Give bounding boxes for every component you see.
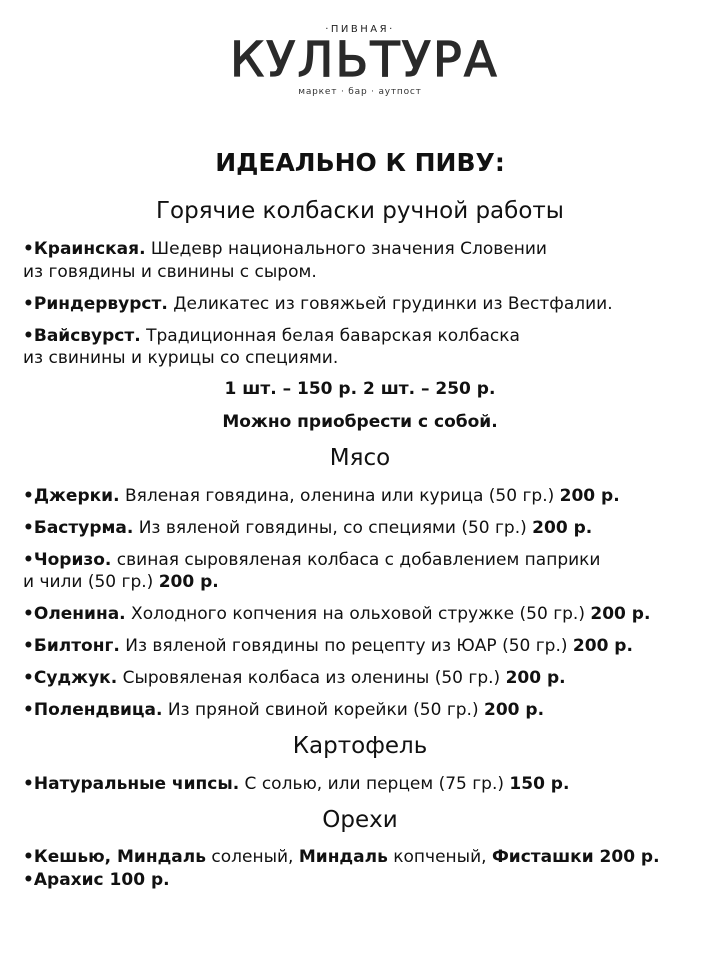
item-desc: Холодного копчения на ольховой стружке (50 гр.) — [125, 604, 591, 624]
menu-item — [23, 869, 170, 891]
bullet: • — [23, 486, 34, 506]
item-price: 200 р. — [484, 700, 545, 720]
bullet: • — [23, 550, 34, 570]
item-continuation-text: и чили (50 гр.) — [23, 572, 159, 592]
item-name: Оленина. — [33, 604, 126, 624]
item-name: Чоризо. — [33, 550, 112, 570]
bullet: • — [23, 668, 34, 688]
bullet: • — [23, 604, 34, 624]
item-desc: Из вяленой говядины по рецепту из ЮАР (50 гр.) — [119, 636, 573, 656]
item-desc: Из вяленой говядины, со специями (50 гр.) — [133, 518, 533, 538]
menu-item — [23, 238, 547, 260]
item-desc: Деликатес из говяжьей грудинки из Вестфалии. — [167, 294, 613, 314]
item-name: Джерки. — [33, 486, 120, 506]
item-price: Фисташки 200 р. — [491, 847, 660, 867]
item-price: 200 р. — [532, 518, 593, 538]
item-desc: С солью, или перцем (75 гр.) — [239, 774, 510, 794]
menu-item — [23, 603, 650, 625]
menu-item — [23, 846, 660, 868]
section-title-sausages: Горячие колбаски ручной работы — [156, 198, 564, 224]
item-desc: Сыровяленая колбаса из оленины (50 гр.) — [117, 668, 506, 688]
item-desc: Из пряной свиной корейки (50 гр.) — [162, 700, 485, 720]
bullet: • — [23, 239, 34, 259]
item-desc: Традиционная белая баварская колбаска — [140, 326, 520, 346]
bullet: • — [23, 870, 34, 890]
menu-item — [23, 325, 520, 347]
logo-main-text: КУЛЬТУРА — [230, 32, 499, 88]
item-name: Полендвица. — [33, 700, 163, 720]
item-name: Натуральные чипсы. — [33, 774, 240, 794]
menu-item — [23, 773, 569, 795]
bullet: • — [23, 847, 34, 867]
item-desc: Вяленая говядина, оленина или курица (50 гр.) — [119, 486, 560, 506]
section-title-meat: Мясо — [329, 445, 391, 471]
item-name: Краинская. — [33, 239, 146, 259]
menu-item — [23, 293, 613, 315]
item-price: 200 р. — [590, 604, 651, 624]
item-desc: соленый, — [205, 847, 299, 867]
section-title-nuts: Орехи — [322, 807, 398, 833]
menu-item — [23, 635, 633, 657]
item-price: 200 р. — [559, 486, 620, 506]
item-name: Суджук. — [33, 668, 118, 688]
item-continuation: из свинины и курицы со специями. — [23, 348, 339, 368]
item-name: Арахис 100 р. — [33, 870, 170, 890]
item-desc: свиная сыровяленая колбаса с добавлением паприки — [111, 550, 601, 570]
item-price: 150 р. — [509, 774, 570, 794]
takeaway-note: Можно приобрести с собой. — [222, 412, 498, 432]
item-price: 200 р. — [158, 572, 219, 592]
logo-top-text: ·ПИВНАЯ· — [325, 24, 395, 35]
section-title-potato: Картофель — [292, 733, 428, 759]
item-name: Вайсвурст. — [33, 326, 141, 346]
item-name: Бастурма. — [33, 518, 134, 538]
menu-item — [23, 485, 620, 507]
item-desc: копченый, — [387, 847, 492, 867]
item-price: 200 р. — [572, 636, 633, 656]
item-continuation — [23, 571, 219, 593]
item-desc: Шедевр национального значения Словении — [145, 239, 547, 259]
bullet: • — [23, 700, 34, 720]
item-name: Риндервурст. — [33, 294, 168, 314]
item-name: Билтонг. — [33, 636, 120, 656]
logo — [230, 18, 499, 102]
bullet: • — [23, 774, 34, 794]
item-name: Миндаль — [298, 847, 388, 867]
page-title: ИДЕАЛЬНО К ПИВУ: — [215, 148, 505, 177]
item-price: 200 р. — [505, 668, 566, 688]
sausage-price-line: 1 шт. – 150 р. 2 шт. – 250 р. — [224, 379, 496, 399]
menu-item — [23, 667, 566, 689]
bullet: • — [23, 518, 34, 538]
bullet: • — [23, 636, 34, 656]
logo-sub-text: маркет · бар · аутпост — [298, 87, 422, 97]
item-continuation: из говядины и свинины с сыром. — [23, 262, 317, 282]
bullet: • — [23, 294, 34, 314]
menu-item — [23, 517, 592, 539]
item-name: Кешью, Миндаль — [33, 847, 206, 867]
menu-item — [23, 549, 600, 571]
bullet: • — [23, 326, 34, 346]
menu-item — [23, 699, 544, 721]
